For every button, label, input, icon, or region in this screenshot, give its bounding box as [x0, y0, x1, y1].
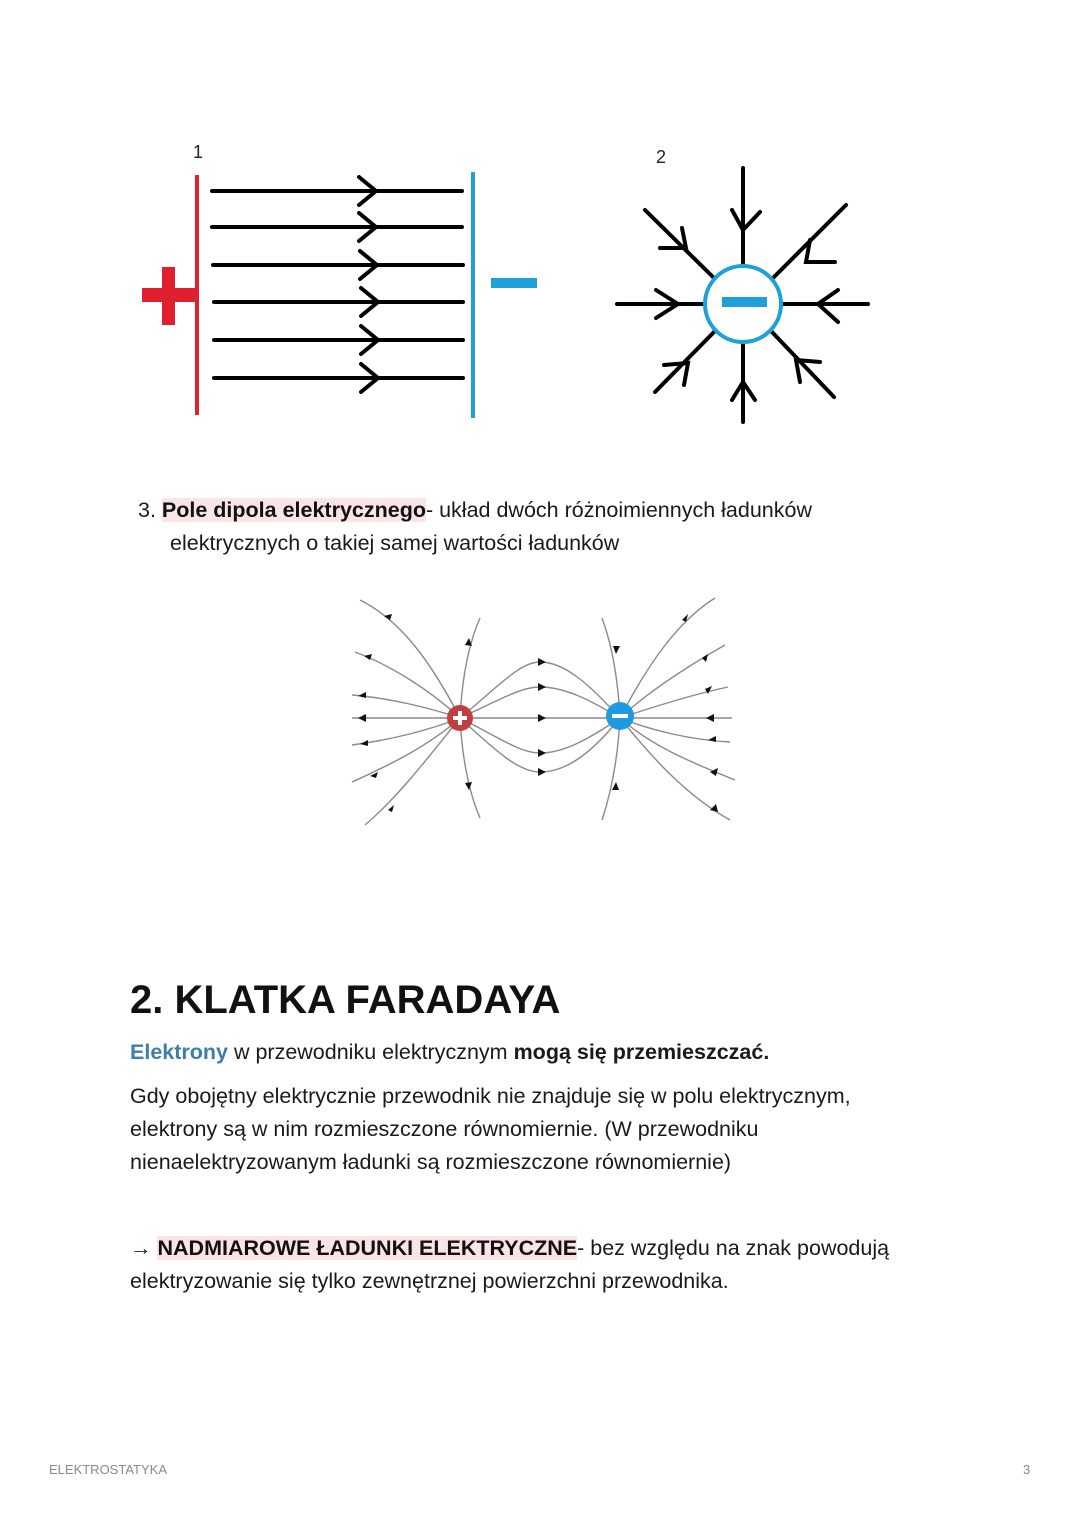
paragraph-line: nienaelektryzowanym ładunki są rozmieszczone równomiernie) — [130, 1150, 732, 1174]
paragraph-text: w przewodniku elektrycznym — [227, 1040, 514, 1064]
paragraph-line: Gdy obojętny elektrycznie przewodnik nie znajduje się w polu elektrycznym, — [130, 1084, 851, 1108]
bold-text: mogą się przemieszczać. — [513, 1040, 770, 1064]
paragraph-excess-charges — [130, 1232, 889, 1298]
term-excess-charges: NADMIAROWE ŁADUNKI ELEKTRYCZNE — [157, 1236, 578, 1260]
list-number: 3. — [138, 498, 156, 522]
definition-text: - układ dwóch różnoimiennych ładunków — [425, 498, 812, 522]
list-item-dipole — [138, 494, 938, 560]
dipole-field-diagram — [340, 590, 750, 840]
paragraph-text: - bez względu na znak powodują — [577, 1236, 890, 1260]
figure-2-label: 2 — [656, 147, 667, 167]
term-dipole-field: Pole dipola elektrycznego — [161, 498, 426, 522]
paragraph-line: elektrony są w nim rozmieszczone równomiernie. (W przewodniku — [130, 1117, 759, 1141]
section-heading: 2. KLATKA FARADAYA — [130, 978, 561, 1022]
uniform-field-diagram — [130, 160, 550, 430]
highlight-electrons: Elektrony — [130, 1040, 228, 1064]
definition-text-line2: elektrycznych o takiej samej wartości ładunków — [170, 531, 620, 555]
paragraph-line: elektryzowanie się tylko zewnętrznej powierzchni przewodnika. — [130, 1269, 729, 1293]
page-number: 3 — [1023, 1462, 1031, 1477]
footer-title: ELEKTROSTATYKA — [49, 1462, 167, 1477]
paragraph-electrons — [130, 1036, 769, 1069]
point-charge-field-diagram — [600, 160, 890, 430]
paragraph-neutral-conductor — [130, 1080, 851, 1179]
figure-1-label: 1 — [193, 142, 204, 162]
arrow-icon: → — [130, 1236, 158, 1260]
